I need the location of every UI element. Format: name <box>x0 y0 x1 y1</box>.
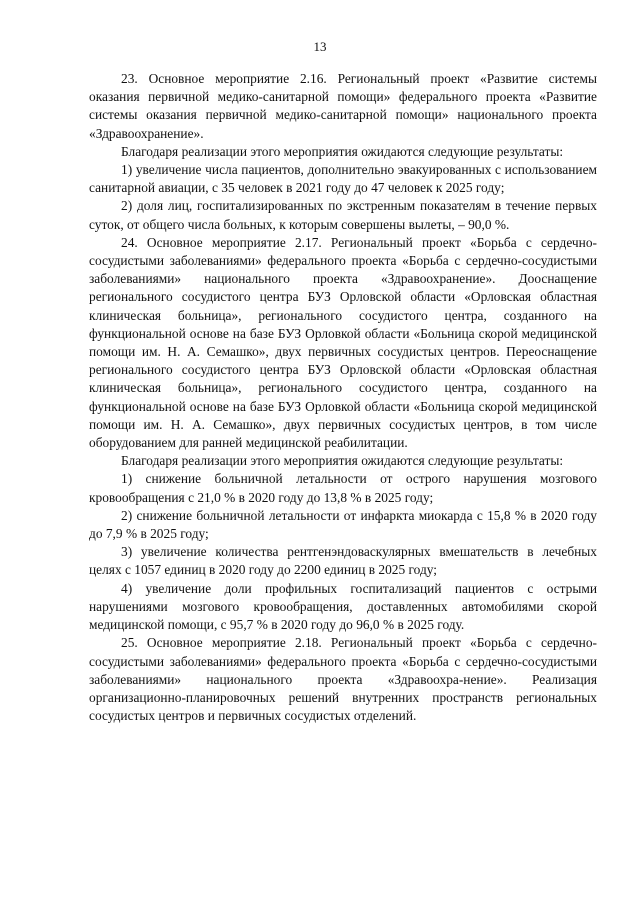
document-body <box>89 70 597 725</box>
paragraph-expected-results-intro: Благодаря реализации этого мероприятия ожидаются следующие результаты: <box>121 453 564 469</box>
page-number: 13 <box>313 39 327 54</box>
paragraph-expected-results-intro: Благодаря реализации этого мероприятия ожидаются следующие результаты: <box>121 143 564 159</box>
paragraph-result-item: 4) увеличение доли профильных госпитализаций пациентов с острыми нарушениями мозгового кровообращения, доставленных автомобилями скорой медицинской помощи, с 95,7 % в 2020 году до 96,0 % в 2025 году. <box>89 580 597 633</box>
paragraph-result-item: 2) доля лиц, госпитализированных по экстренным показателям в течение первых суток, от общего числа больных, к которым совершены вылеты, – 90,0 %. <box>89 198 597 232</box>
paragraph-result-item: 1) снижение больничной летальности от острого нарушения мозгового кровообращения с 21,0 % в 2020 году до 13,8 % в 2025 году; <box>89 471 597 505</box>
paragraph-measure-25: 25. Основное мероприятие 2.18. Региональный проект «Борьба с сердечно-сосудистыми заболеваниями» федерального проекта «Борьба с сердечно-сосудистыми заболеваниями» национального проекта «Здравоохра-нение». Реализация организационно-планировочных решений внутренних пространств региональных сосудистых центров и первичных сосудистых отделений. <box>89 635 597 724</box>
paragraph-result-item: 2) снижение больничной летальности от инфаркта миокарда с 15,8 % в 2020 году до 7,9 % в 2025 году; <box>89 507 597 542</box>
paragraph-result-item: 3) увеличение количества рентгенэндоваскулярных вмешательств в лечебных целях с 1057 единиц в 2020 году до 2200 единиц в 2025 году; <box>89 544 597 578</box>
paragraph-measure-23: 23. Основное мероприятие 2.16. Региональный проект «Развитие системы оказания первичной медико-санитарной помощи» федерального проекта «Развитие системы оказания первичной медико-санитарной помощи» национального проекта «Здравоохранение». <box>89 71 597 141</box>
paragraph-measure-24: 24. Основное мероприятие 2.17. Региональный проект «Борьба с сердечно-сосудистыми заболеваниями» федерального проекта «Борьба с сердечно-сосудистыми заболеваниями» национального проекта «Здравоохранение». Дооснащение регионального сосудистого центра БУЗ Орловской области «Орловская областная клиническая больница», регионального сосудистого центра, созданного на функциональной основе на базе БУЗ Орловкой области «Больница скорой медицинской помощи им. Н. А. Семашко», двух первичных сосудистых центров. Переоснащение регионального сосудистого центра БУЗ Орловской области «Орловская областная клиническая больница», регионального сосудистого центра, созданного на функциональной основе на базе БУЗ Орловкой области «Больница скорой медицинской помощи им. Н. А. Семашко», двух первичных сосудистых центров, в том числе оборудованием для ранней медицинской реабилитации. <box>89 234 597 451</box>
paragraph-result-item: 1) увеличение числа пациентов, дополнительно эвакуированных с использованием санитарной авиации, с 35 человек в 2021 году до 47 человек к 2025 году; <box>89 162 597 196</box>
